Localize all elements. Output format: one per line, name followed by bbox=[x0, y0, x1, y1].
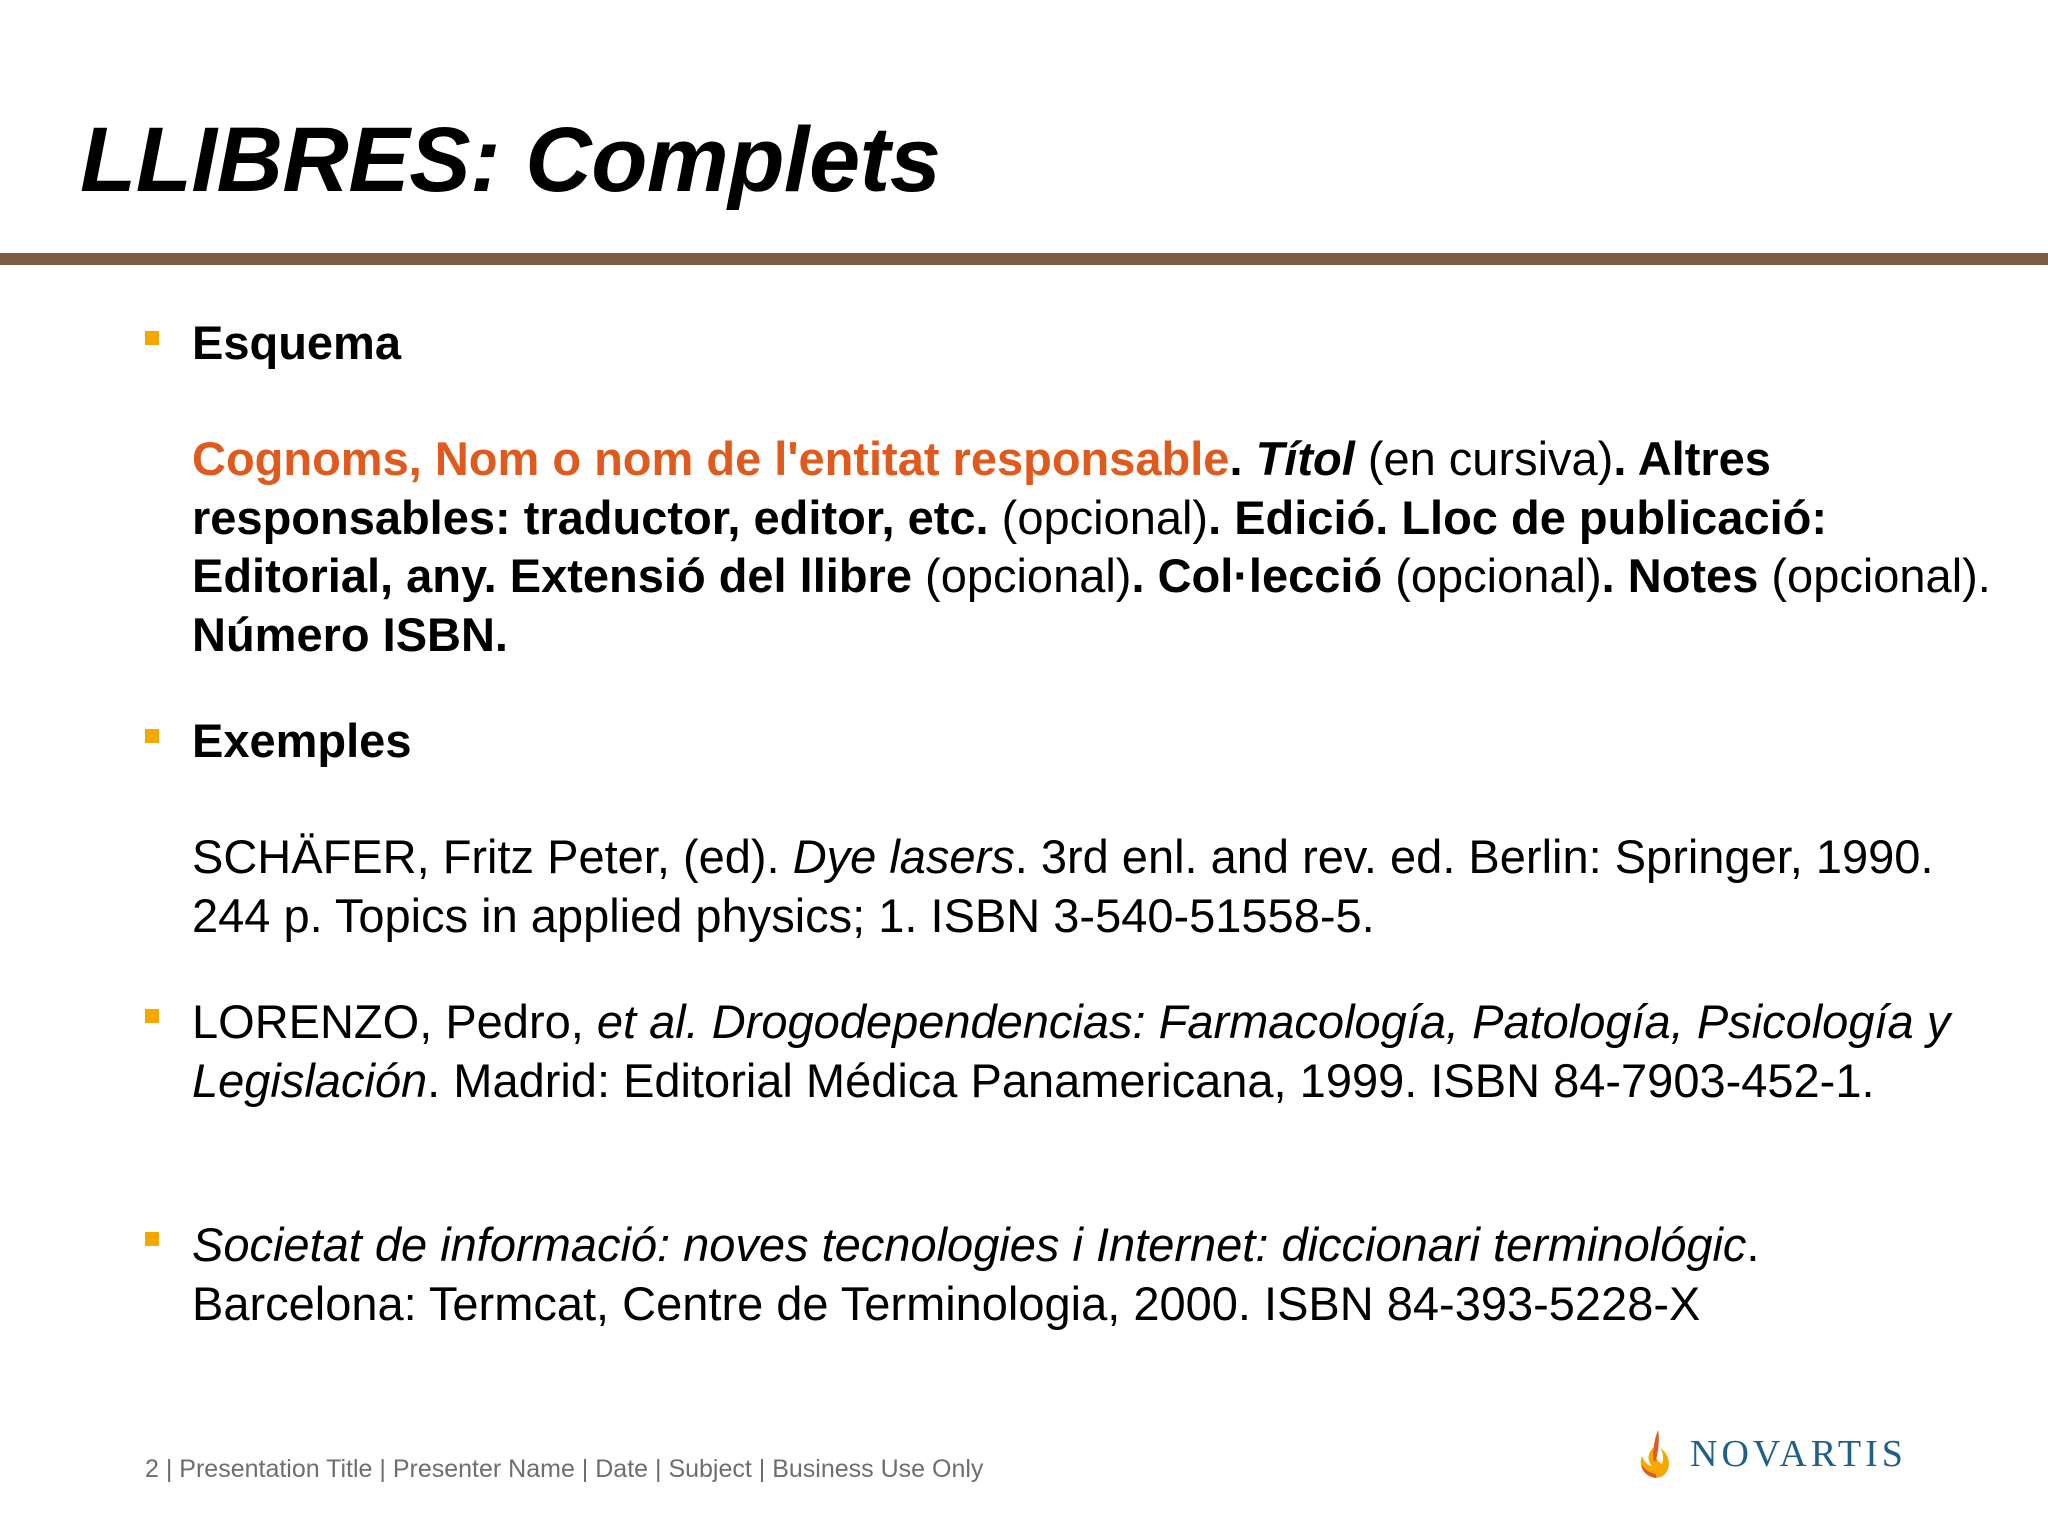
schema-notes: . Notes bbox=[1601, 549, 1759, 602]
novartis-flame-icon bbox=[1636, 1428, 1676, 1480]
example-title: et al. Drogodependencias: Farmacología, Patología, Psicología y Legislación bbox=[192, 995, 1951, 1107]
example-entry bbox=[192, 1216, 1992, 1333]
schema-note: (opcional) bbox=[988, 490, 1209, 544]
schema-edicio: . Edició. Lloc de publicació: Editorial, any. Extensió del llibre bbox=[192, 490, 1827, 602]
schema-colleccio: . Col·lecció bbox=[1131, 549, 1383, 602]
example-details: . Madrid: Editorial Médica Panamericana, 1999. ISBN 84-7903-452-1. bbox=[427, 1053, 1875, 1107]
example-author: LORENZO, Pedro, bbox=[192, 995, 597, 1048]
example-entry bbox=[192, 993, 1992, 1110]
schema-note: (en cursiva) bbox=[1354, 432, 1614, 485]
bullet-marker bbox=[145, 331, 159, 345]
schema-title: Títol bbox=[1255, 432, 1355, 485]
novartis-wordmark: NOVARTIS bbox=[1690, 1433, 1907, 1475]
title-divider bbox=[0, 253, 2048, 265]
schema-note: (opcional) bbox=[1382, 549, 1602, 602]
example-details: . 3rd enl. and rev. ed. Berlin: Springer, 1990. 244 p. Topics in applied physics; 1. ISBN 3-540-51558-5. bbox=[192, 830, 1934, 942]
bullet-marker bbox=[145, 729, 159, 743]
esquema-heading: Esquema bbox=[192, 316, 401, 369]
example-details: . Barcelona: Termcat, Centre de Terminologia, 2000. ISBN 84-393-5228-X bbox=[192, 1218, 1760, 1330]
example-author: SCHÄFER, Fritz Peter, (ed). bbox=[192, 830, 793, 883]
schema-isbn: Número ISBN. bbox=[192, 607, 508, 661]
slide-footer: 2 | Presentation Title | Presenter Name | Date | Subject | Business Use Only bbox=[145, 1455, 984, 1483]
example-title: Dye lasers bbox=[792, 830, 1015, 883]
schema-responsables: . Altres responsables: traductor, editor, etc. bbox=[192, 432, 1771, 544]
schema-note: (opcional) bbox=[912, 549, 1132, 602]
bullet-marker bbox=[145, 1009, 159, 1023]
novartis-logo bbox=[1636, 1426, 1907, 1482]
example-title: Societat de informació: noves tecnologies i Internet: diccionari terminológic bbox=[192, 1218, 1747, 1271]
schema-author: Cognoms, Nom o nom de l'entitat responsable bbox=[192, 432, 1230, 485]
bullet-marker bbox=[145, 1232, 159, 1246]
schema-note: (opcional). bbox=[1758, 549, 1991, 602]
example-entry bbox=[192, 828, 1992, 945]
schema-sep: . bbox=[1229, 432, 1256, 485]
exemples-heading: Exemples bbox=[192, 714, 412, 767]
slide-title: LLIBRES: Complets bbox=[80, 109, 941, 211]
esquema-schema-text bbox=[192, 430, 2012, 664]
